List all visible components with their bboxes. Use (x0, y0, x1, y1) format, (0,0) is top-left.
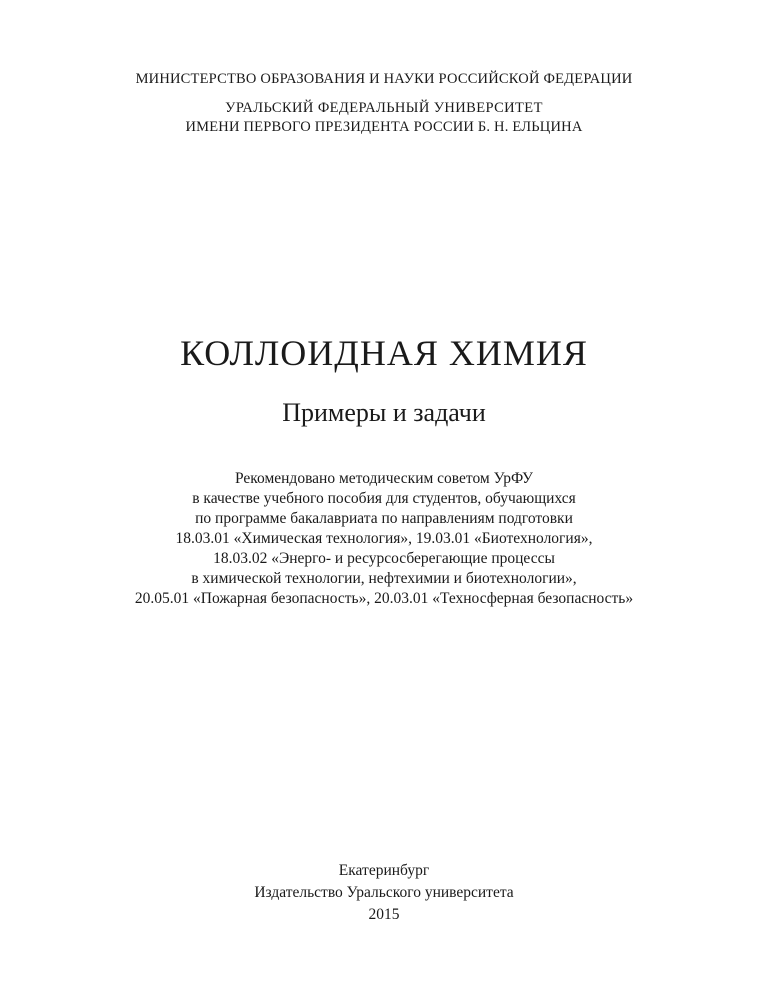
imprint-publisher: Издательство Уральского университета (254, 884, 514, 901)
recommendation-line: в качестве учебного пособия для студентов, обучающихся (192, 490, 576, 507)
recommendation-line: 18.03.02 «Энерго- и ресурсосберегающие процессы (213, 550, 555, 567)
recommendation-line: Рекомендовано методическим советом УрФУ (234, 470, 534, 487)
university-name-line1: УРАЛЬСКИЙ ФЕДЕРАЛЬНЫЙ УНИВЕРСИТЕТ (225, 100, 543, 116)
recommendation-line: 20.05.01 «Пожарная безопасность», 20.03.01 «Техносферная безопасность» (134, 590, 634, 607)
recommendation-line: в химической технологии, нефтехимии и биотехнологии», (191, 570, 577, 587)
book-subtitle: Примеры и задачи (282, 398, 486, 427)
imprint-year: 2015 (368, 906, 400, 923)
recommendation-line: 18.03.01 «Химическая технология», 19.03.01 «Биотехнология», (175, 530, 593, 547)
recommendation-line: по программе бакалавриата по направлениям подготовки (195, 510, 573, 527)
book-title: КОЛЛОИДНАЯ ХИМИЯ (180, 333, 588, 373)
imprint-city: Екатеринбург (338, 862, 430, 879)
university-name-line2: ИМЕНИ ПЕРВОГО ПРЕЗИДЕНТА РОССИИ Б. Н. ЕЛЬЦИНА (185, 119, 583, 135)
ministry-heading: МИНИСТЕРСТВО ОБРАЗОВАНИЯ И НАУКИ РОССИЙСКОЙ ФЕДЕРАЦИИ (135, 71, 633, 87)
